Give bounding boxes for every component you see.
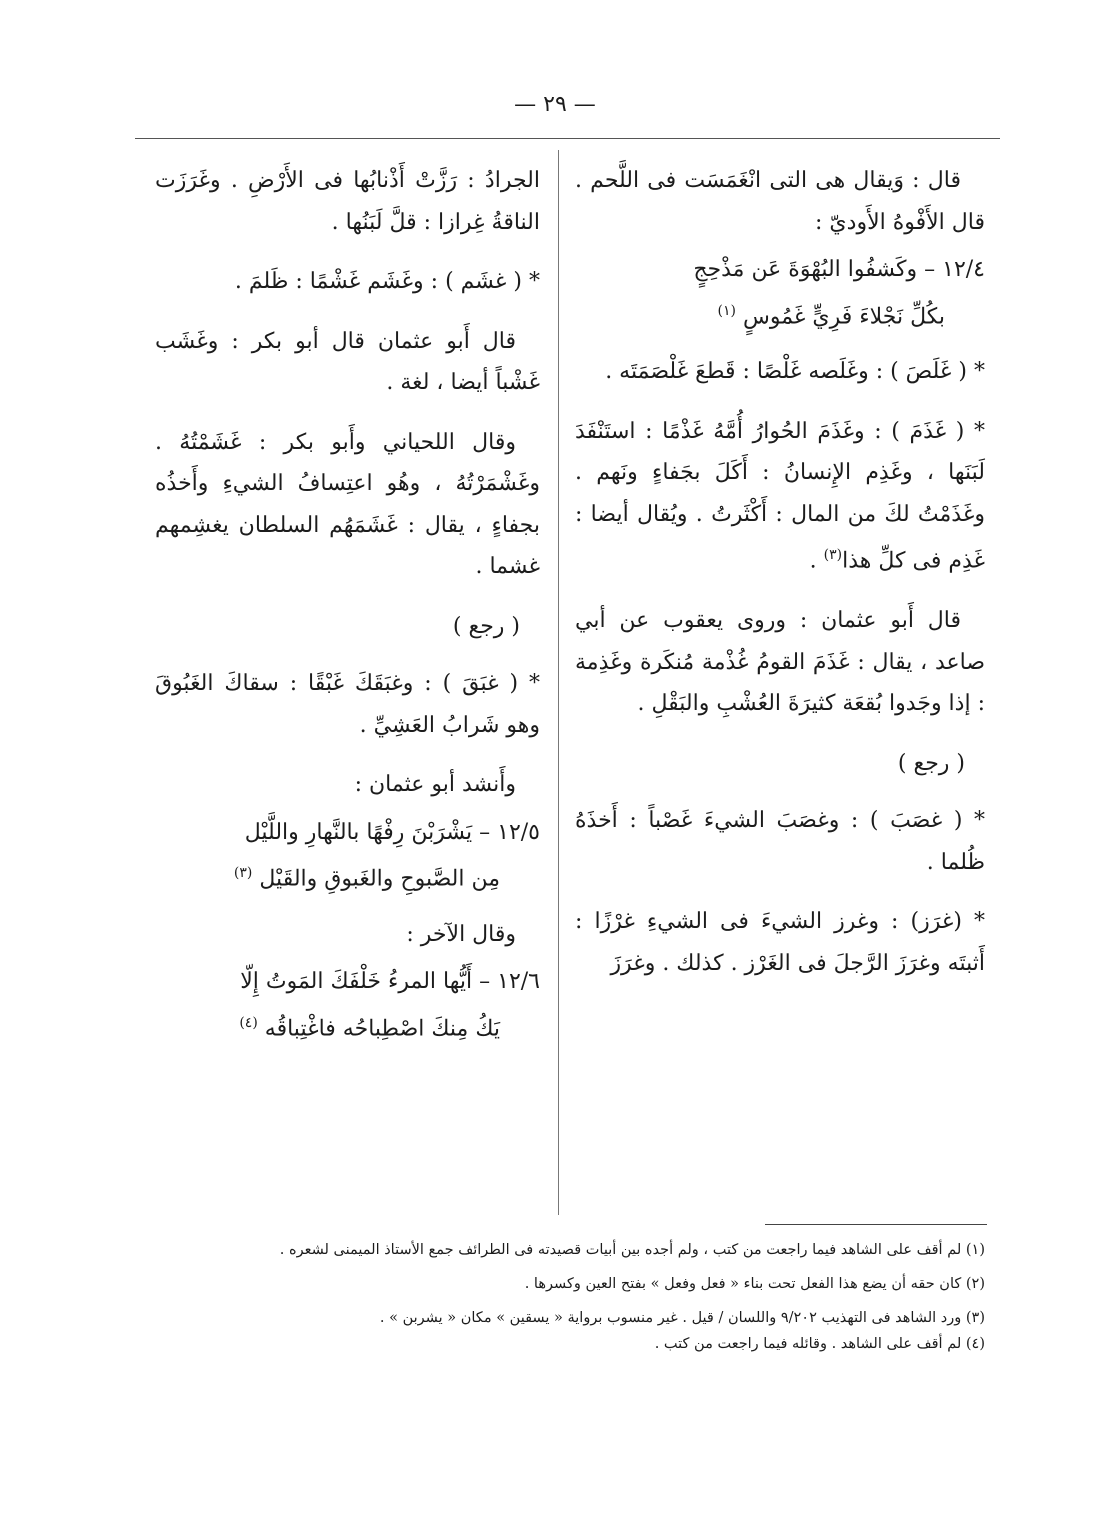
footnotes	[165, 1238, 985, 1366]
verse-line-2: يَكُ مِنكَ اصْطِباحُه فاغْتِباقُه $^{(٤)}$	[239, 1014, 500, 1042]
paragraph: * ( غشَم ) : وغَشَم غَشْمًا : ظَلمَ .	[234, 269, 540, 294]
header-rule	[135, 138, 1000, 139]
paragraph: وقال الآخر :	[406, 921, 516, 947]
verse-line-2: بكُلِّ نَجْلاءَ فَرِيٍّ غَمُوسٍ $^{(١)}$	[717, 302, 945, 329]
page-number: — ٢٩ —	[514, 92, 596, 117]
verse-line-1: ١٢/٥ – يَشْرَبْنَ رِفْهًا بالنَّهارِ واللَّيْل	[244, 819, 540, 845]
footnote: (٤) لم أقف على الشاهد . وقائله فيما راجعت من كتب .	[654, 1336, 985, 1352]
verse-number: ١٢/٥ –	[479, 819, 540, 845]
paragraph: وأَنشد أبو عثمان :	[354, 772, 516, 797]
footnote: (١) لم أقف على الشاهد فيما راجعت من كتب ، ولم أجده بين أبيات قصيدته فى الطرائف جمع الأستاذ الميمنى لشعره .	[279, 1242, 985, 1258]
paragraph: قال أَبو عثمان : وروى يعقوب عن أبي صاعد ، يقال : غَذَمَ القومُ غُذْمة مُنكَرة وغَذِمة : إذا وجَدوا بُقعَة كثيرَةَ العُشْبِ والبَقْلِ .	[575, 608, 985, 717]
footnote-ref: (٣)	[233, 865, 253, 881]
verse-number: ١٢/٤ –	[924, 257, 985, 282]
paragraph: * (غرَز) : وغرز الشيءَ فى الشيءِ غرْزًا : أَثبتَه وغرَزَ الرَّجلَ فى الغَرْز . كذلك . وغرَزَ	[575, 909, 985, 976]
paragraph: * ( غَذَمَ ) : وغَذَمَ الحُوارُ أُمَّهُ غَذْمًا : استَنْفَدَ لَبَنَها ، وغَذِم الإِنسانُ : أَكَلَ بجَفاءٍ ونَهم . وغَذَمْتُ لكَ من المال : أَكْثَرتُ . ويُقال أيضا : غَذِم فى كلِّ هذا$^{(٣)}$ .	[575, 418, 985, 574]
paragraph: * ( غصَبَ ) : وغصَبَ الشيءَ غَصْباً : أَخذَهُ ظُلما .	[575, 808, 985, 875]
paragraph: وقال اللحياني وأَبو بكر : غَشَمْتُهُ . وغَشْمَرْتُهُ ، وهُو اعتِسافُ الشيءِ وأَخذُه بجفاءٍ ، يقال : غَشَمَهُم السلطان يغشِمهم غشما .	[155, 429, 540, 579]
left-column	[155, 160, 540, 1064]
verse	[155, 812, 540, 900]
section-mark: ( رجع )	[897, 750, 965, 776]
footnote-ref: (١)	[717, 302, 736, 319]
verse-line-1: ١٢/٤ – وكَشفُوا البُهْوَةَ عَن مَذْحِجٍ	[693, 257, 985, 282]
verse	[155, 961, 540, 1049]
verse	[575, 249, 985, 337]
paragraph: قال أَبو عثمان قال أبو بكر : وغَشَب غَشْباً أيضا ، لغة .	[155, 328, 540, 395]
paragraph: * ( غبَقَ ) : وغبَقَكَ غَبْقًا : سقاكَ الغَبُوقَ وهو شَرابُ العَشِيِّ .	[155, 671, 540, 738]
verse-line-2: مِن الصَّبوحِ والغَبوقِ والقَيْل $^{(٣)}$	[233, 865, 500, 892]
verse-number: ١٢/٦ –	[479, 969, 540, 995]
paragraph: الجرادُ : رَزَّتْ أَذْنابُها فى الأَرْضِ . وغَرَزَت الناقةُ غِرازا : قلَّ لَبَنُها .	[155, 168, 540, 235]
section-mark: ( رجع )	[452, 613, 520, 639]
paragraph: * ( غَلَصَ ) : وغَلَصه غَلْصًا : قَطعَ غَلْصَمَتَه .	[605, 359, 985, 385]
footnote: (٢) كان حقه أن يضع هذا الفعل تحت بناء « فعل وفعل » بفتح العين وكسرها .	[524, 1276, 985, 1292]
paragraph: قال : وَيقال هى التى انْغَمَسَت فى اللَّحم . قال الأَفْوهُ الأَوديّ :	[575, 168, 985, 235]
footnote-ref: (٤)	[239, 1014, 258, 1031]
footnote: (٣) ورد الشاهد فى التهذيب ٩/٢٠٢ واللسان / قيل . غير منسوب برواية « يسقين » مكان « يشربن » .	[379, 1310, 985, 1326]
verse-line-1: ١٢/٦ – أَيُّها المرءُ خَلْفَكَ المَوتُ إِلّا	[240, 969, 540, 995]
footnote-rule	[765, 1224, 987, 1225]
right-column	[575, 160, 985, 1002]
footnote-ref: (٣)	[823, 547, 843, 564]
column-divider	[558, 150, 559, 1215]
